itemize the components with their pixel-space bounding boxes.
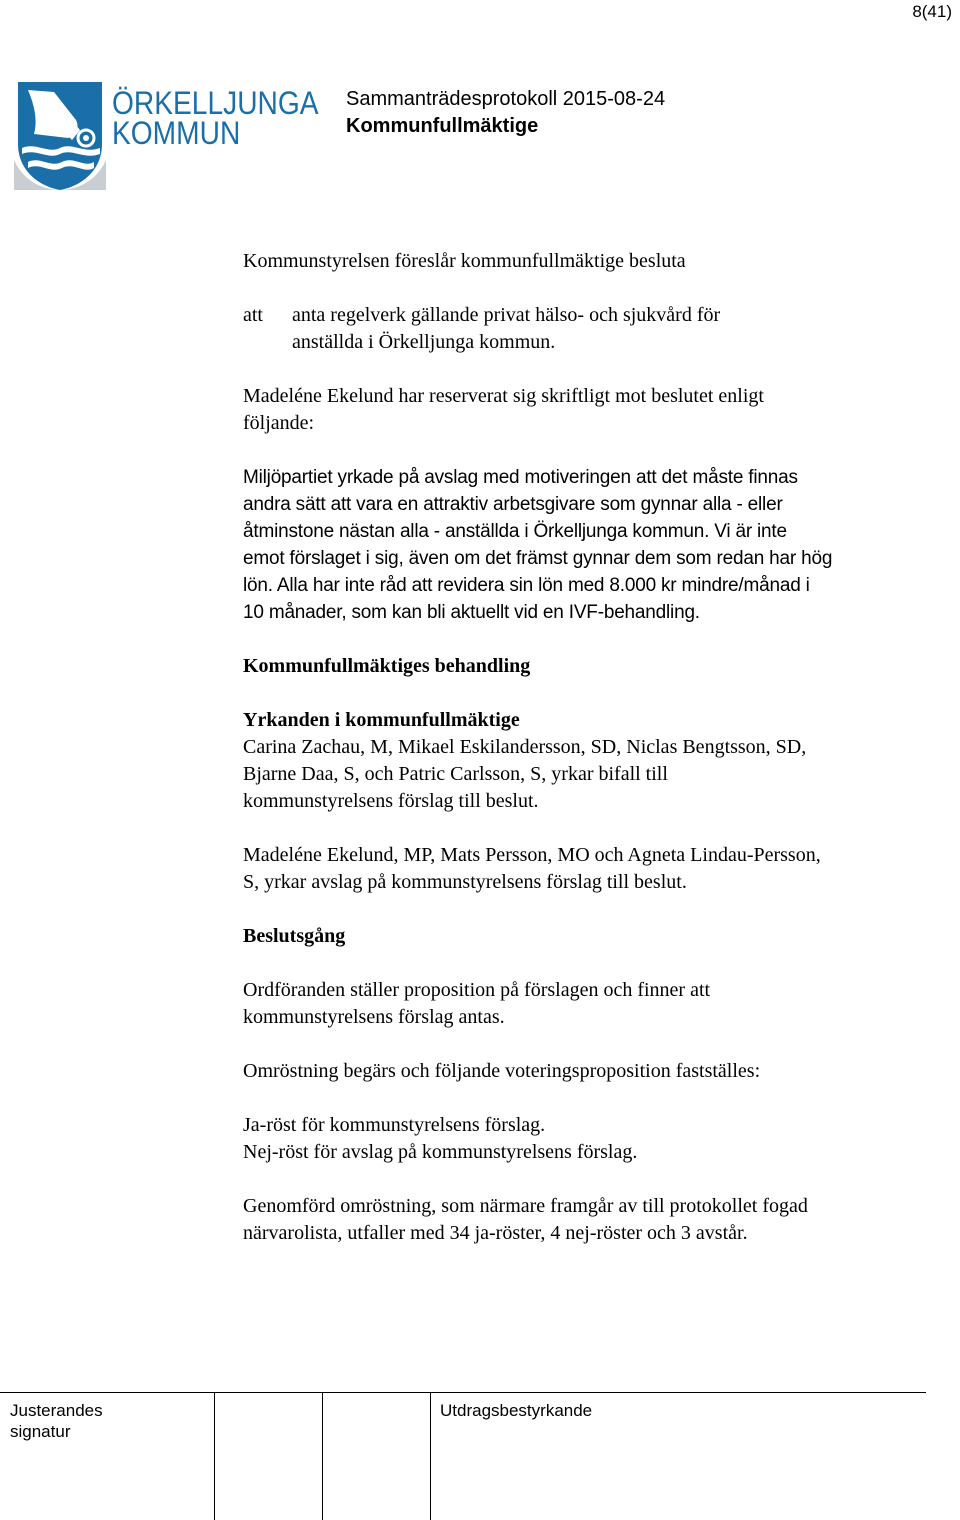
- ordforande-paragraph: [243, 977, 923, 1031]
- att-text-line: anta regelverk gällande privat hälso- och sjukvård för: [292, 304, 721, 326]
- ja-line: Ja-röst för kommunstyrelsens förslag.: [243, 1114, 546, 1136]
- yrkande-paragraph: [243, 734, 923, 815]
- text-line: kommunstyrelsens förslag till beslut.: [243, 790, 539, 812]
- omrostning-paragraph: Omröstning begärs och följande voteringsproposition fastställes:: [243, 1060, 761, 1082]
- text-line: Miljöpartiet yrkade på avslag med motiveringen att det måste finnas: [243, 467, 798, 488]
- text-line: Carina Zachau, M, Mikael Eskilandersson, SD, Niclas Bengtsson, SD,: [243, 736, 807, 758]
- signature-box-divider: [430, 1392, 431, 1520]
- text-line: Madeléne Ekelund har reserverat sig skriftligt mot beslutet enligt: [243, 385, 764, 407]
- signature-box-divider: [322, 1392, 323, 1520]
- reservation-paragraph: [243, 383, 923, 437]
- att-clause: [243, 302, 923, 356]
- text-line: lön. Alla har inte råd att revidera sin lön med 8.000 kr mindre/månad i: [243, 575, 810, 596]
- yrkande-paragraph: [243, 842, 923, 896]
- text-line: S, yrkar avslag på kommunstyrelsens förslag till beslut.: [243, 871, 687, 893]
- text-line: närvarolista, utfaller med 34 ja-röster, 4 nej-röster och 3 avstår.: [243, 1222, 748, 1244]
- document-title: Sammanträdesprotokoll 2015-08-24: [346, 88, 666, 110]
- proposal-intro: Kommunstyrelsen föreslår kommunfullmäktige besluta: [243, 250, 686, 272]
- municipal-coat-of-arms-logo: [14, 82, 106, 190]
- wordmark-line-1: ÖRKELLJUNGA: [112, 85, 319, 121]
- nej-line: Nej-röst för avslag på kommunstyrelsens förslag.: [243, 1141, 638, 1163]
- section-heading-yrkanden: Yrkanden i kommunfullmäktige: [243, 709, 520, 731]
- footer-rule: [0, 1392, 926, 1393]
- text-line: Genomförd omröstning, som närmare framgår av till protokollet fogad: [243, 1195, 808, 1217]
- text-line: andra sätt att vara en attraktiv arbetsgivare som gynnar alla - eller: [243, 494, 783, 515]
- text-line: emot förslaget i sig, även om det främst gynnar dem som redan har hög: [243, 548, 833, 569]
- body-title: Kommunfullmäktige: [346, 115, 539, 137]
- protocol-body: [243, 248, 923, 1247]
- vote-proposition: [243, 1112, 923, 1166]
- att-label: att: [243, 304, 263, 326]
- wordmark-line-2: KOMMUN: [112, 115, 241, 151]
- text-line: åtminstone nästan alla - anställda i Örkelljunga kommun. Vi är inte: [243, 521, 787, 542]
- text-line: Madeléne Ekelund, MP, Mats Persson, MO och Agneta Lindau-Persson,: [243, 844, 821, 866]
- municipality-wordmark: [112, 85, 319, 151]
- text-line: kommunstyrelsens förslag antas.: [243, 1006, 505, 1028]
- signature-box-divider: [214, 1392, 215, 1520]
- text-line: 10 månader, som kan bli aktuellt vid en IVF-behandling.: [243, 602, 700, 623]
- label-line: Justerandes: [10, 1401, 103, 1420]
- mp-statement: [243, 464, 923, 626]
- document-header: [346, 86, 665, 140]
- section-heading-handling: Kommunfullmäktiges behandling: [243, 655, 531, 677]
- section-heading-beslutsgang: Beslutsgång: [243, 925, 346, 947]
- utdragsbestyrkande-label: Utdragsbestyrkande: [440, 1401, 593, 1420]
- text-line: Ordföranden ställer proposition på förslagen och finner att: [243, 979, 711, 1001]
- text-line: Bjarne Daa, S, och Patric Carlsson, S, yrkar bifall till: [243, 763, 668, 785]
- justerandes-signatur-label: [10, 1400, 103, 1442]
- signature-footer: [0, 1392, 960, 1520]
- text-line: följande:: [243, 412, 315, 434]
- label-line: signatur: [10, 1422, 71, 1441]
- att-text-line: anställda i Örkelljunga kommun.: [292, 331, 556, 353]
- page-number: 8(41): [912, 2, 952, 21]
- result-paragraph: [243, 1193, 923, 1247]
